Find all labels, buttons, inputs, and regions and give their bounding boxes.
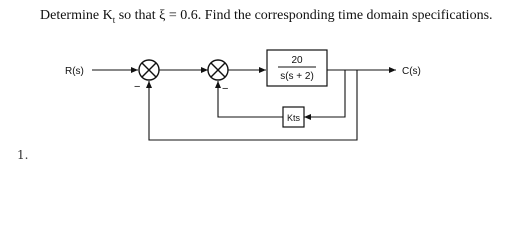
question-subscript: t [112,14,116,25]
output-label: C(s) [402,66,421,77]
feedback-block [283,107,304,127]
plant-block [267,50,327,86]
problem-number: 1. [17,148,29,162]
junction-2-minus-sign: − [222,83,229,95]
junction-1-minus-sign: − [134,81,141,93]
plant-denominator: s(s + 2) [280,71,314,82]
summing-junction-1 [139,60,159,80]
feedback-block-label: Kts [286,113,301,123]
plant-numerator: 20 [291,55,303,66]
input-label: R(s) [65,66,84,77]
question-suffix: so that ξ = 0.6. Find the corresponding time domain specifications. [115,8,493,23]
summing-junction-2 [208,60,228,80]
question-prefix: Determine K [40,8,113,23]
